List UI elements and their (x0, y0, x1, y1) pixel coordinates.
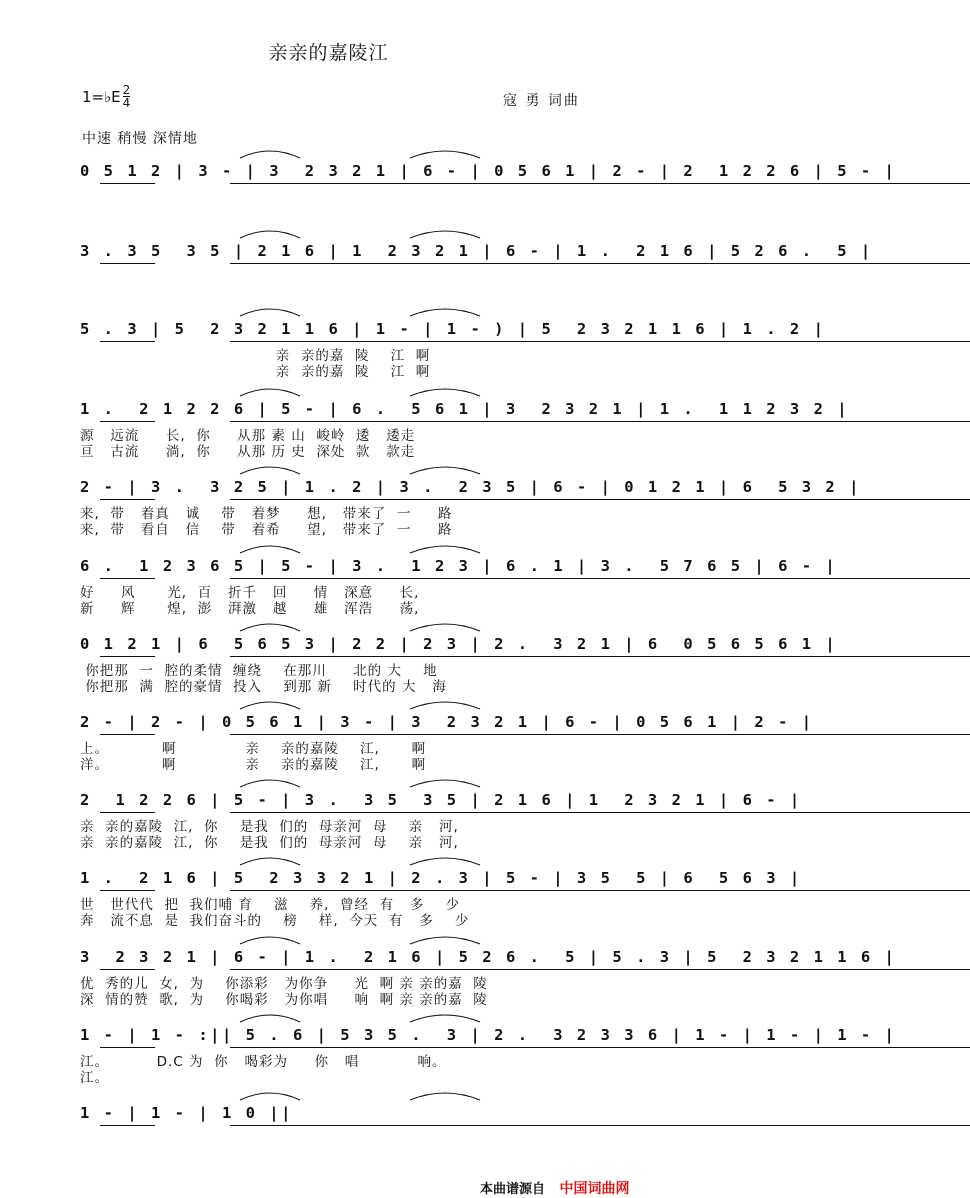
rhythm-underline (80, 341, 578, 342)
slur-marks (80, 384, 578, 398)
slur-arc (410, 231, 480, 238)
notation-line: 3 . 3 5 3 5 | 2 1 6 | 1 2 3 2 1 | 6 - | 1 . 2 1 6 | 5 2 6 . 5 | (80, 240, 578, 262)
lyric-line: 来, 带 看自 信 带 着希 望, 带来了 一 路 (80, 522, 453, 538)
slur-marks (80, 146, 578, 160)
rhythm-underline (80, 263, 578, 264)
slur-arc (410, 1093, 480, 1100)
lyric-line: 你把那 满 腔的豪情 投入 到那 新 时代的 大 海 (80, 679, 447, 695)
lyric-line: 亲 亲的嘉 陵 江 啊 (80, 364, 431, 380)
slur-marks (80, 541, 578, 555)
notation-line: 1 - | 1 - :|| 5 . 6 | 5 3 5 . 3 | 2 . 3 2 3 3 6 | 1 - | 1 - | 1 - | (80, 1024, 578, 1046)
lyric-line: 世 世代代 把 我们哺 育 滋 养, 曾经 有 多 少 (80, 897, 461, 913)
slur-arc (240, 1015, 300, 1022)
rhythm-underline (80, 1125, 578, 1126)
rhythm-underline (80, 656, 578, 657)
notation-line: 0 1 2 1 | 6 5 6 5 3 | 2 2 | 2 3 | 2 . 3 2 1 | 6 0 5 6 5 6 1 | (80, 633, 578, 655)
footer-site-logo: 中国词曲网 (559, 1181, 630, 1197)
lyric-line: 优 秀的儿 女, 为 你添彩 为你争 光 啊 亲 亲的嘉 陵 (80, 976, 488, 992)
rhythm-underline (80, 890, 578, 891)
slur-arc (410, 858, 480, 865)
key-label: 1=♭E (82, 87, 121, 106)
notation-line: 3 2 3 2 1 | 6 - | 1 . 2 1 6 | 5 2 6 . 5 | 5 . 3 | 5 2 3 2 1 1 6 | (80, 946, 578, 968)
slur-arc (240, 1093, 300, 1100)
slur-arc (240, 309, 300, 316)
slur-arc (240, 780, 300, 787)
rhythm-underline (80, 183, 578, 184)
rhythm-underline (80, 969, 578, 970)
slur-marks (80, 462, 578, 476)
slur-marks (80, 697, 578, 711)
time-unit: 4 (122, 96, 131, 110)
author-credit: 寇 勇 词曲 (503, 93, 580, 109)
time-signature (123, 84, 131, 109)
lyric-line: 新 辉 煌, 澎 湃激 越 雄 浑浩 荡, (80, 601, 420, 617)
lyric-line: 江。 (80, 1070, 109, 1086)
lyric-line: 洋。 啊 亲 亲的嘉陵 江, 啊 (80, 757, 427, 773)
lyric-line: 来, 带 着真 诚 带 着梦 想, 带来了 一 路 (80, 506, 453, 522)
slur-arc (240, 858, 300, 865)
notation-line: 1 . 2 1 6 | 5 2 3 3 2 1 | 2 . 3 | 5 - | 3 5 5 | 6 5 6 3 | (80, 867, 578, 889)
lyric-line: 好 风 光, 百 折千 回 情 深意 长, (80, 585, 420, 601)
song-title: 亲亲的嘉陵江 (268, 42, 389, 64)
slur-marks (80, 775, 578, 789)
notation-line: 6 . 1 2 3 6 5 | 5 - | 3 . 1 2 3 | 6 . 1 | 3 . 5 7 6 5 | 6 - | (80, 555, 578, 577)
score-line (0, 1102, 657, 1180)
rhythm-underline (80, 812, 578, 813)
footer-credit (480, 1178, 630, 1198)
notation-line: 1 . 2 1 2 2 6 | 5 - | 6 . 5 6 1 | 3 2 3 2 1 | 1 . 1 1 2 3 2 | (80, 398, 578, 420)
slur-marks (80, 619, 578, 633)
rhythm-underline (80, 578, 578, 579)
slur-arc (410, 937, 480, 944)
slur-arc (410, 1015, 480, 1022)
slur-arc (410, 151, 480, 158)
lyric-line: 深 情的赞 歌, 为 你喝彩 为你唱 响 啊 亲 亲的嘉 陵 (80, 992, 488, 1008)
notation-line: 0 5 1 2 | 3 - | 3 2 3 2 1 | 6 - | 0 5 6 1 | 2 - | 2 1 2 2 6 | 5 - | (80, 160, 578, 182)
lyric-line: 源 远流 长, 你 从那 素 山 峻岭 逶 逶走 (80, 428, 416, 444)
key-signature (82, 84, 130, 109)
lyric-line: 上。 啊 亲 亲的嘉陵 江, 啊 (80, 741, 427, 757)
lyric-line: 江。 D.C 为 你 喝彩为 你 唱 响。 (80, 1054, 447, 1070)
lyric-line: 你把那 一 腔的柔情 缠绕 在那川 北的 大 地 (80, 663, 438, 679)
notation-line: 2 - | 2 - | 0 5 6 1 | 3 - | 3 2 3 2 1 | 6 - | 0 5 6 1 | 2 - | (80, 711, 578, 733)
slur-marks (80, 853, 578, 867)
slur-arc (410, 546, 480, 553)
slur-arc (240, 546, 300, 553)
slur-marks (80, 304, 578, 318)
rhythm-underline (80, 734, 578, 735)
lyric-line: 亲 亲的嘉 陵 江 啊 (80, 348, 431, 364)
slur-arc (410, 389, 480, 396)
slur-arc (240, 702, 300, 709)
time-beats: 2 (122, 83, 131, 97)
notation-line: 2 - | 3 . 3 2 5 | 1 . 2 | 3 . 2 3 5 | 6 - | 0 1 2 1 | 6 5 3 2 | (80, 476, 578, 498)
slur-arc (410, 702, 480, 709)
notation-line: 2 1 2 2 6 | 5 - | 3 . 3 5 3 5 | 2 1 6 | 1 2 3 2 1 | 6 - | (80, 789, 578, 811)
rhythm-underline (80, 499, 578, 500)
slur-marks (80, 1088, 578, 1102)
lyric-line: 奔 流不息 是 我们奋斗的 榜 样, 今天 有 多 少 (80, 913, 470, 929)
slur-arc (240, 624, 300, 631)
footer-source: 本曲谱源自 (480, 1182, 546, 1197)
lyric-line: 亲 亲的嘉陵 江, 你 是我 们的 母亲河 母 亲 河, (80, 835, 459, 851)
slur-arc (410, 624, 480, 631)
slur-marks (80, 226, 578, 240)
slur-arc (240, 937, 300, 944)
tempo-marking: 中速 稍慢 深情地 (82, 131, 198, 147)
slur-arc (410, 309, 480, 316)
lyric-line: 亲 亲的嘉陵 江, 你 是我 们的 母亲河 母 亲 河, (80, 819, 459, 835)
slur-arc (240, 151, 300, 158)
notation-line: 1 - | 1 - | 1 0 || (80, 1102, 578, 1124)
slur-arc (240, 231, 300, 238)
slur-marks (80, 1010, 578, 1024)
slur-arc (240, 389, 300, 396)
slur-marks (80, 932, 578, 946)
rhythm-underline (80, 421, 578, 422)
lyric-line: 亘 古流 淌, 你 从那 历 史 深处 款 款走 (80, 444, 416, 460)
notation-line: 5 . 3 | 5 2 3 2 1 1 6 | 1 - | 1 - ) | 5 2 3 2 1 1 6 | 1 . 2 | (80, 318, 578, 340)
slur-arc (410, 780, 480, 787)
slur-arc (240, 467, 300, 474)
rhythm-underline (80, 1047, 578, 1048)
slur-arc (410, 467, 480, 474)
